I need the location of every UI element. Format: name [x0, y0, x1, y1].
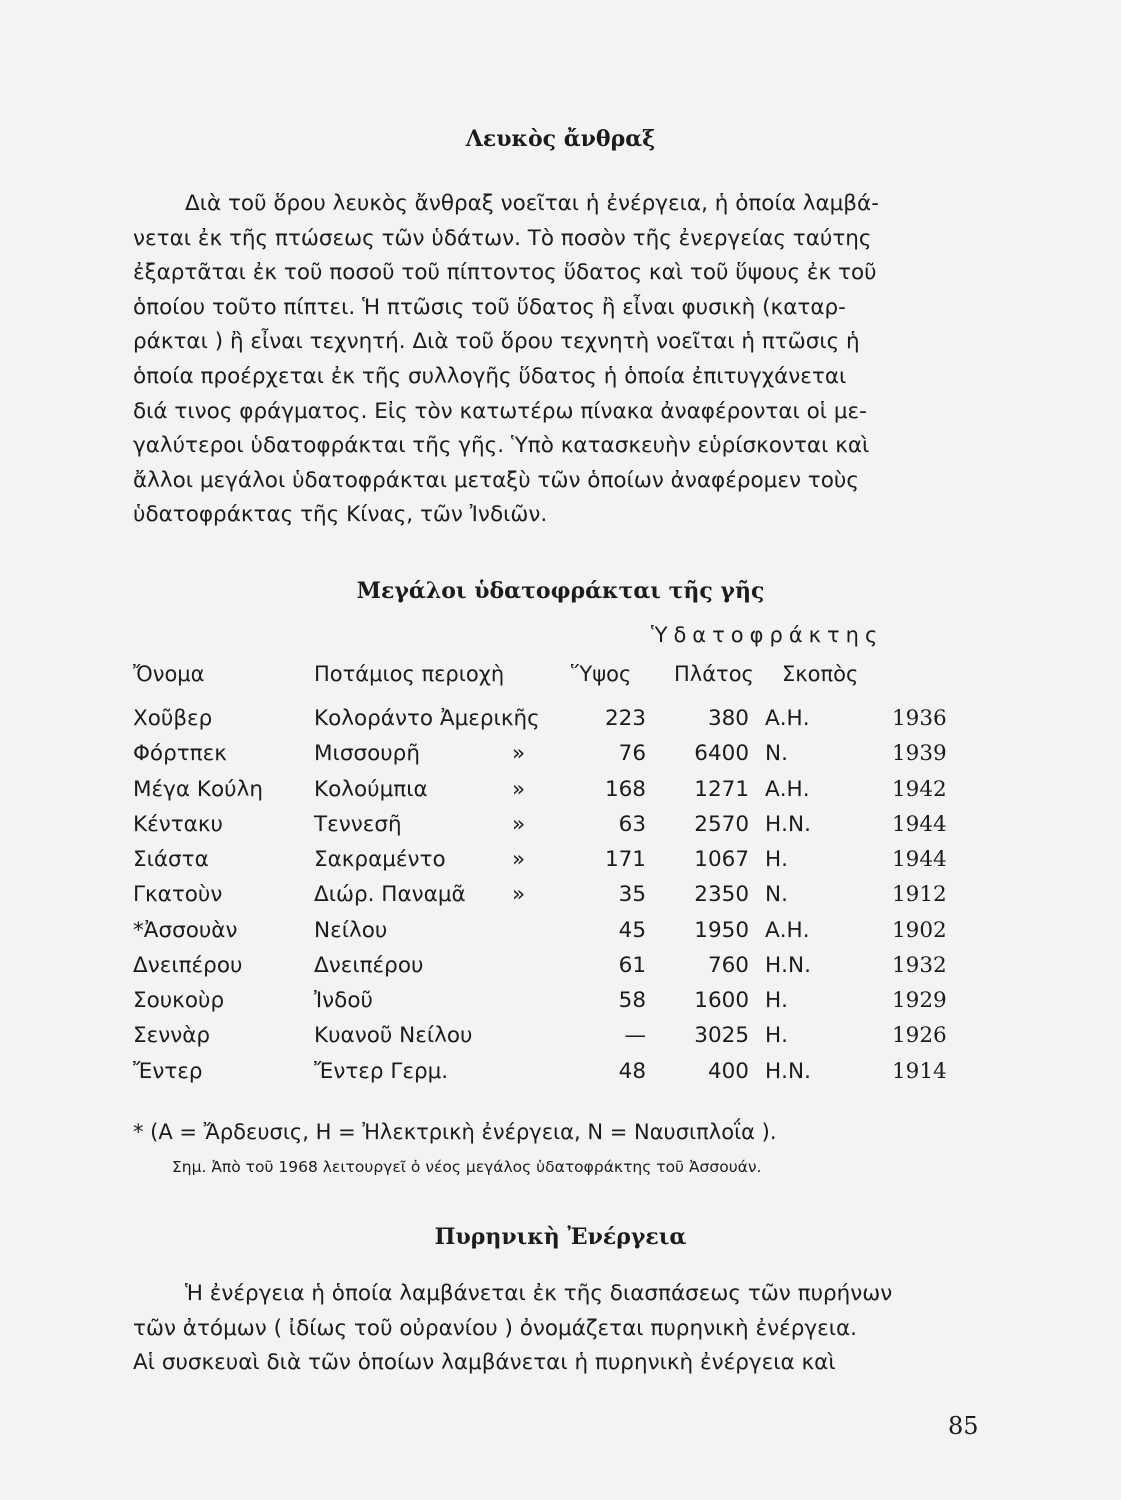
table-row	[0, 777, 1121, 812]
cell-ditto: »	[512, 777, 526, 802]
table-note: Σημ. Ἀπὸ τοῦ 1968 λειτουργεῖ ὁ νέος μεγάλος ὑδατοφράκτης τοῦ Ἀσσουάν.	[172, 1158, 762, 1176]
paragraph-line: γαλύτεροι ὑδατοφράκται τῆς γῆς. Ὑπὸ κατασκευὴν εὑρίσκονται καὶ	[133, 433, 870, 459]
cell-name: Σεννὰρ	[133, 1023, 211, 1048]
paragraph-line: ὁποία προέρχεται ἐκ τῆς συλλογῆς ὕδατος ἡ ὁποία ἐπιτυγχάνεται	[133, 363, 847, 389]
cell-year: 1929	[892, 988, 947, 1013]
cell-name: Μέγα Κούλη	[133, 777, 263, 802]
cell-river: Κολοράντο Ἀμερικῆς	[314, 706, 540, 731]
table-title: Μεγάλοι ὑδατοφράκται τῆς γῆς	[356, 578, 765, 604]
cell-name: Φόρτπεκ	[133, 741, 227, 766]
table-row	[0, 953, 1121, 988]
cell-width: 2570	[694, 812, 749, 837]
cell-use: Η.	[765, 847, 789, 872]
cell-use: Η.Ν.	[765, 1059, 811, 1084]
cell-river: Ἰνδοῦ	[314, 988, 373, 1013]
cell-height: —	[624, 1023, 646, 1048]
white-coal-paragraph	[133, 187, 983, 533]
table-row	[0, 1023, 1121, 1058]
cell-name: Γκατοὺν	[133, 882, 223, 907]
table-row	[0, 812, 1121, 847]
table-row	[0, 706, 1121, 741]
cell-year: 1939	[892, 741, 947, 766]
cell-name: Κέντακυ	[133, 812, 223, 837]
cell-height: 35	[618, 882, 646, 907]
cell-height: 63	[618, 812, 646, 837]
cell-height: 45	[618, 918, 646, 943]
cell-year: 1944	[892, 847, 947, 872]
cell-height: 76	[618, 741, 646, 766]
cell-year: 1902	[892, 918, 947, 943]
cell-river: Τεννεσῆ	[314, 812, 402, 837]
cell-width: 1950	[694, 918, 749, 943]
cell-name: Χοῦβερ	[133, 706, 213, 731]
cell-name: Δνειπέρου	[133, 953, 243, 978]
paragraph-line: τῶν ἀτόμων ( ἰδίως τοῦ οὐρανίου ) ὀνομάζεται πυρηνικὴ ἐνέργεια.	[133, 1315, 858, 1341]
paragraph-line: ὑδατοφράκτας τῆς Κίνας, τῶν Ἰνδιῶν.	[133, 502, 548, 528]
cell-year: 1944	[892, 812, 947, 837]
column-header-river: Ποτάμιος περιοχὴ	[314, 662, 505, 686]
column-header-height: Ὕψος	[571, 662, 632, 686]
cell-use: Ν.	[765, 741, 788, 766]
page-number: 85	[948, 1412, 979, 1440]
cell-river: Κολούμπια	[314, 777, 428, 802]
cell-year: 1914	[892, 1059, 947, 1084]
cell-width: 760	[707, 953, 749, 978]
table-row	[0, 918, 1121, 953]
paragraph-line: Ἡ ἐνέργεια ἡ ὁποία λαμβάνεται ἐκ τῆς διασπάσεως τῶν πυρήνων	[185, 1281, 893, 1306]
cell-year: 1932	[892, 953, 947, 978]
cell-year: 1942	[892, 777, 947, 802]
cell-year: 1926	[892, 1023, 947, 1048]
paragraph-line: διά τινος φράγματος. Εἰς τὸν κατωτέρω πίνακα ἀναφέρονται οἱ με-	[133, 398, 867, 424]
cell-use: Α.Η.	[765, 777, 810, 802]
paragraph-line: Αἱ συσκευαὶ διὰ τῶν ὁποίων λαμβάνεται ἡ πυρηνικὴ ἐνέργεια καὶ	[133, 1350, 836, 1376]
cell-width: 1600	[694, 988, 749, 1013]
cell-height: 61	[618, 953, 646, 978]
cell-river: Μισσουρῆ	[314, 741, 420, 766]
table-row	[0, 741, 1121, 776]
cell-width: 380	[707, 706, 749, 731]
cell-width: 400	[707, 1059, 749, 1084]
table-footnote: * (Α = Ἄρδευσις, Η = Ἠλεκτρικὴ ἐνέργεια, Ν = Ναυσιπλοΐα ).	[133, 1120, 777, 1144]
cell-name: Σιάστα	[133, 847, 209, 872]
cell-width: 6400	[694, 741, 749, 766]
column-header-name: Ὄνομα	[133, 662, 205, 686]
cell-use: Η.Ν.	[765, 812, 811, 837]
cell-name: *Ἀσσουὰν	[133, 918, 238, 943]
table-row	[0, 1059, 1121, 1094]
cell-river: Σακραμέντο	[314, 847, 446, 872]
cell-use: Α.Η.	[765, 706, 810, 731]
section-title-white-coal: Λευκὸς ἄνθραξ	[465, 126, 656, 152]
table-row	[0, 847, 1121, 882]
cell-name: Ἔντερ	[133, 1059, 203, 1084]
cell-river: Διώρ. Παναμᾶ	[314, 882, 466, 907]
cell-use: Η.	[765, 988, 789, 1013]
cell-height: 48	[618, 1059, 646, 1084]
section-title-nuclear-energy: Πυρηνικὴ Ἐνέργεια	[434, 1224, 687, 1250]
paragraph-line: ἄλλοι μεγάλοι ὑδατοφράκται μεταξὺ τῶν ὁποίων ἀναφέρομεν τοὺς	[133, 467, 859, 493]
cell-use: Η.Ν.	[765, 953, 811, 978]
cell-ditto: »	[512, 741, 526, 766]
cell-width: 3025	[694, 1023, 749, 1048]
cell-year: 1936	[892, 706, 947, 731]
cell-ditto: »	[512, 882, 526, 907]
cell-height: 168	[604, 777, 646, 802]
cell-use: Α.Η.	[765, 918, 810, 943]
cell-river: Ἔντερ Γερμ.	[314, 1059, 449, 1084]
dam-group-header: Ὑδατοφράκτης	[651, 623, 884, 647]
cell-use: Η.	[765, 1023, 789, 1048]
cell-width: 2350	[694, 882, 749, 907]
cell-height: 58	[618, 988, 646, 1013]
table-row	[0, 882, 1121, 917]
paragraph-line: ράκται ) ἢ εἶναι τεχνητή. Διὰ τοῦ ὅρου τεχνητὴ νοεῖται ἡ πτῶσις ἡ	[133, 329, 860, 355]
cell-river: Νείλου	[314, 918, 388, 943]
cell-width: 1271	[694, 777, 749, 802]
cell-use: Ν.	[765, 882, 788, 907]
cell-year: 1912	[892, 882, 947, 907]
paragraph-line: Διὰ τοῦ ὅρου λευκὸς ἄνθραξ νοεῖται ἡ ἐνέργεια, ἡ ὁποία λαμβά-	[185, 191, 879, 216]
cell-ditto: »	[512, 847, 526, 872]
column-header-use: Σκοπὸς	[782, 662, 859, 686]
cell-river: Δνειπέρου	[314, 953, 424, 978]
paragraph-line: ἐξαρτᾶται ἐκ τοῦ ποσοῦ τοῦ πίπτοντος ὕδατος καὶ τοῦ ὕψους ἐκ τοῦ	[133, 260, 877, 286]
cell-name: Σουκοὺρ	[133, 988, 225, 1013]
cell-ditto: »	[512, 812, 526, 837]
paragraph-line: ὁποίου τοῦτο πίπτει. Ἡ πτῶσις τοῦ ὕδατος ἢ εἶναι φυσικὴ (καταρ-	[133, 294, 846, 320]
cell-width: 1067	[694, 847, 749, 872]
paragraph-line: νεται ἐκ τῆς πτώσεως τῶν ὑδάτων. Τὸ ποσὸν τῆς ἐνεργείας ταύτης	[133, 225, 872, 251]
cell-height: 171	[604, 847, 646, 872]
cell-height: 223	[604, 706, 646, 731]
nuclear-energy-paragraph	[133, 1277, 983, 1381]
table-row	[0, 988, 1121, 1023]
cell-river: Κυανοῦ Νείλου	[314, 1023, 473, 1048]
column-header-width: Πλάτος	[674, 662, 754, 686]
